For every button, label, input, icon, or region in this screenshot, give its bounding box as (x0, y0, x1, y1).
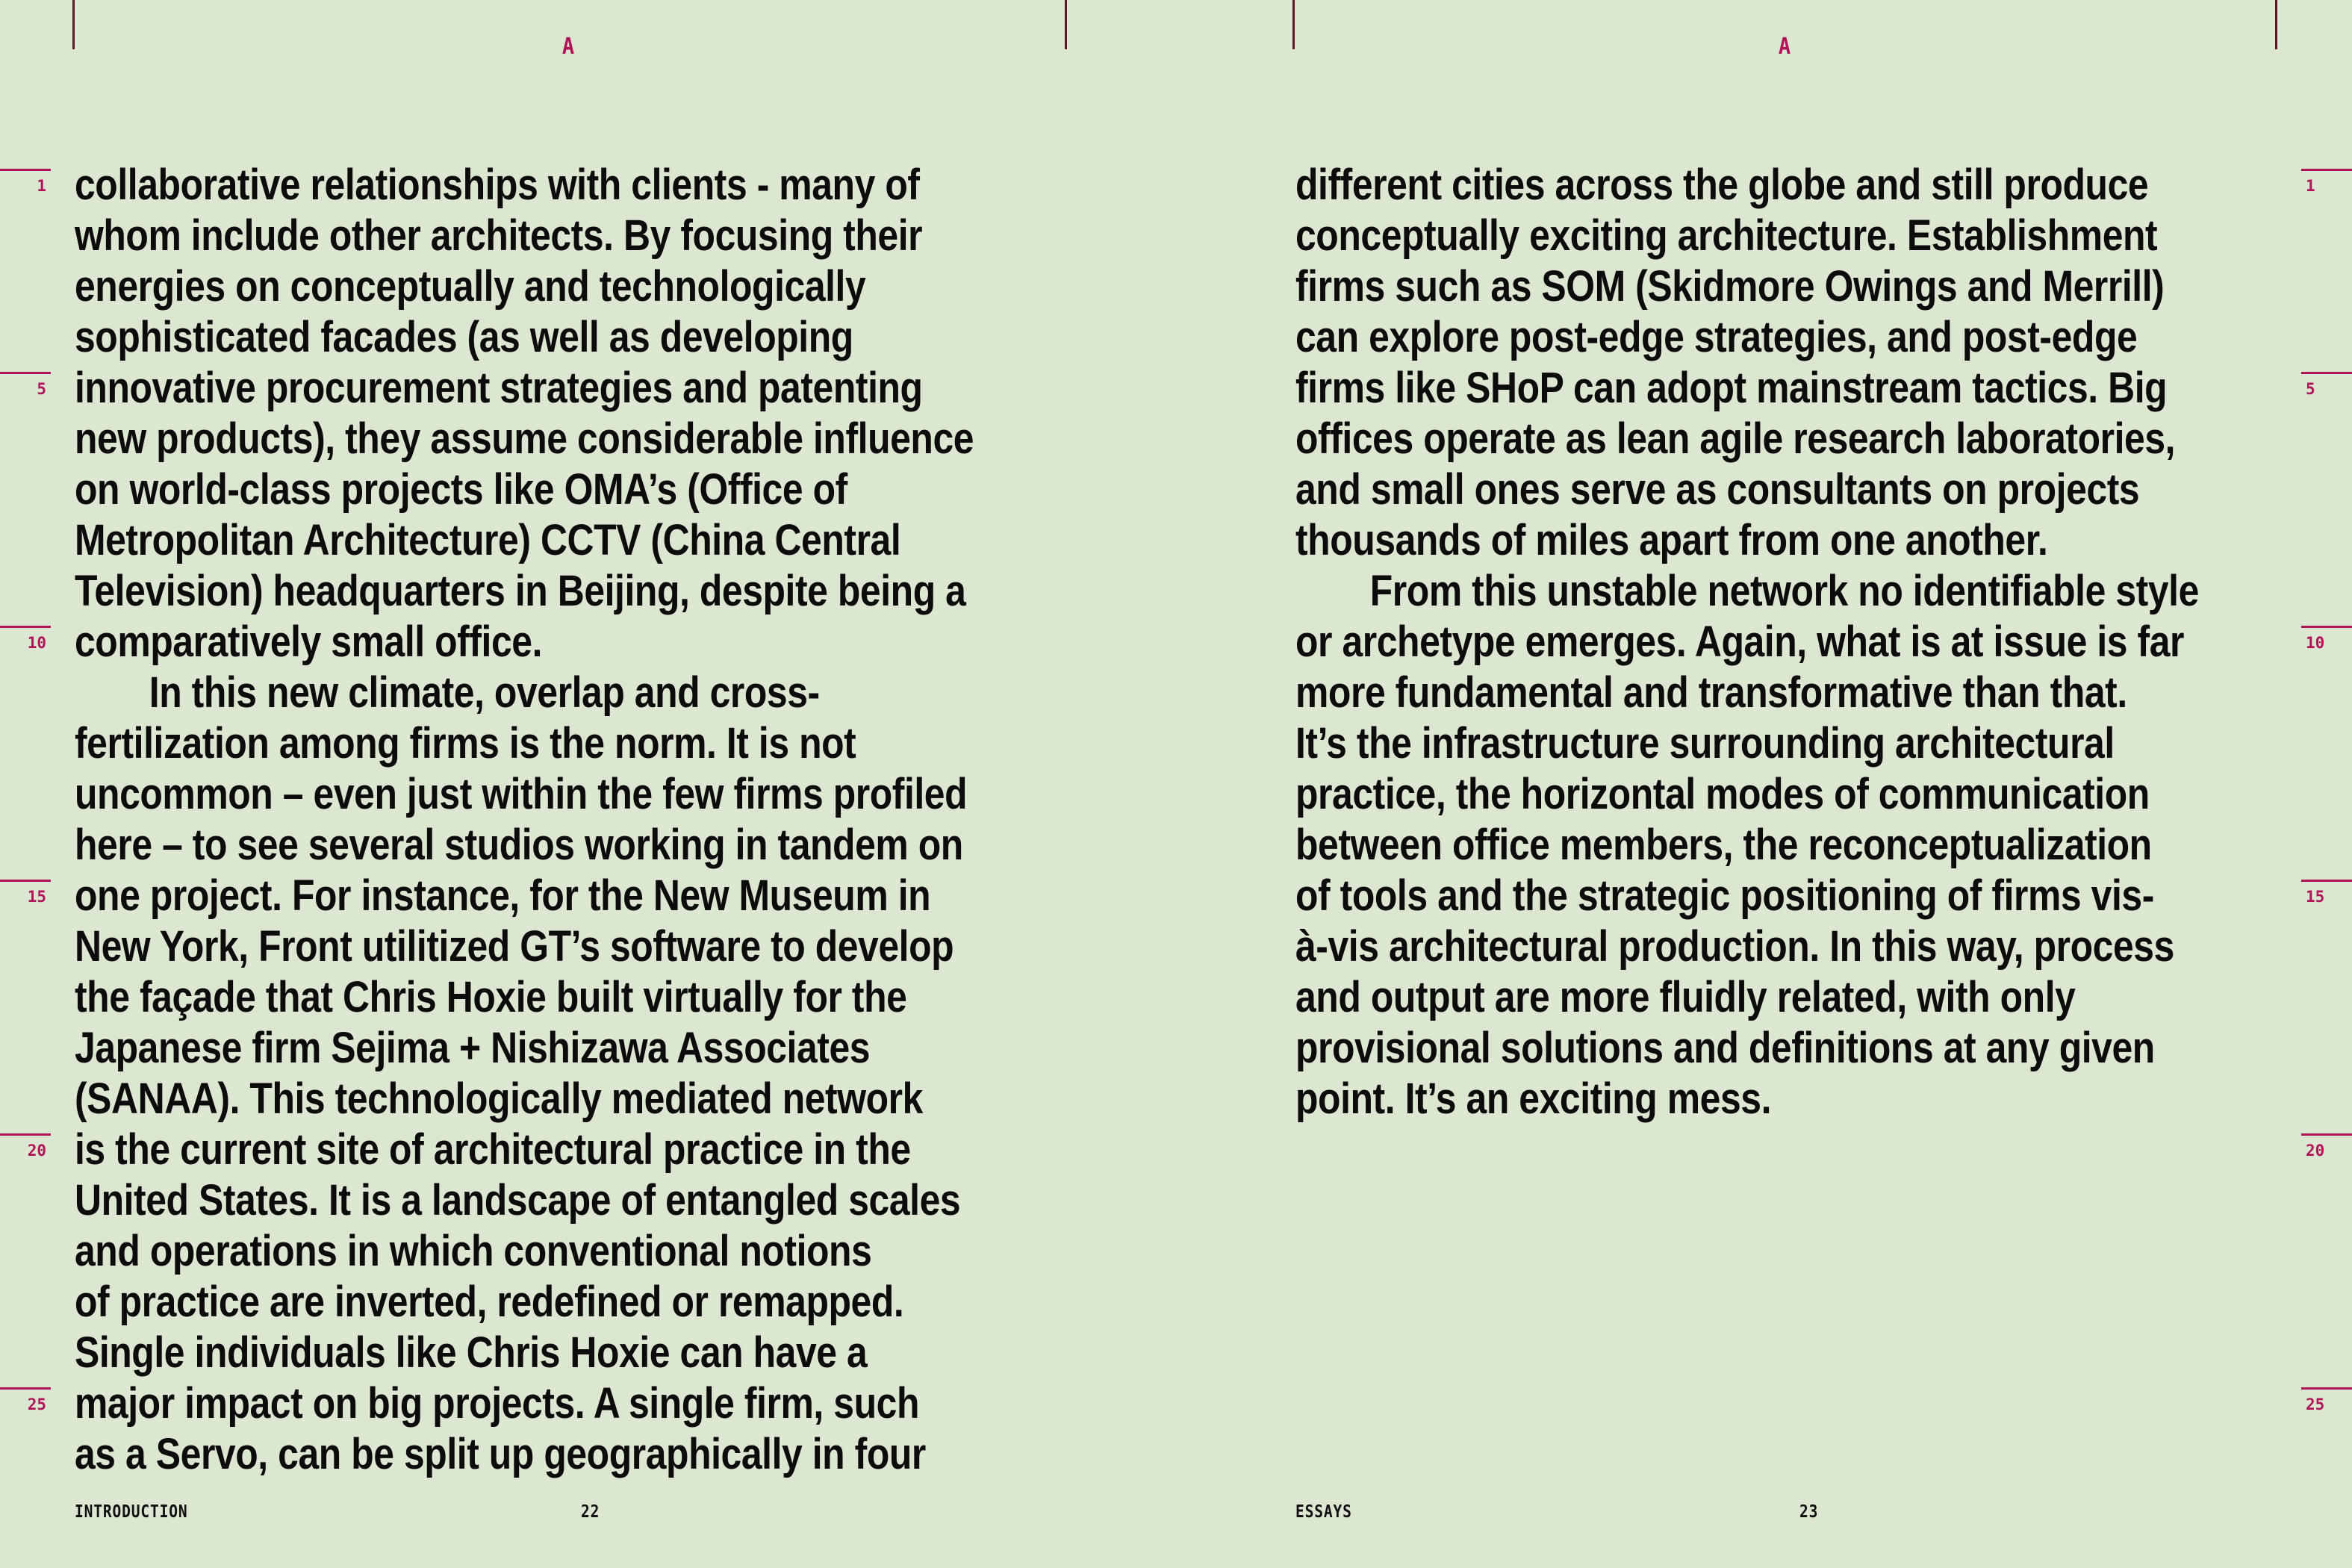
text-line: more fundamental and transformative than that. (1295, 668, 2127, 717)
text-line: can explore post-edge strategies, and post-edge (1295, 313, 2138, 361)
text-line: comparatively small office. (75, 617, 543, 666)
text-line: and operations in which conventional notions (75, 1227, 872, 1275)
text-line: is the current site of architectural practice in the (75, 1125, 911, 1174)
footer-page-number-left: 22 (581, 1502, 600, 1522)
text-line: uncommon – even just within the few firms profiled (75, 770, 968, 818)
text-line: different cities across the globe and still produce (1295, 161, 2149, 209)
text-line: United States. It is a landscape of entangled scales (75, 1176, 961, 1225)
text-line: (SANAA). This technologically mediated network (75, 1074, 923, 1123)
line-number-label: 15 (27, 888, 46, 906)
line-number-label: 25 (27, 1396, 46, 1413)
text-line: one project. For instance, for the New Museum in (75, 871, 931, 920)
line-number-rule (0, 169, 51, 171)
text-line: or archetype emerges. Again, what is at issue is far (1295, 617, 2185, 666)
line-number-label: 20 (27, 1142, 46, 1160)
text-line: à-vis architectural production. In this way, process (1295, 922, 2174, 971)
text-line: collaborative relationships with clients - many of (75, 161, 920, 209)
text-line: New York, Front utilitized GT’s software to develop (75, 922, 954, 971)
right-page-text-column (1295, 160, 2346, 1124)
text-line: new products), they assume considerable influence (75, 414, 974, 463)
footer-section-label-left: INTRODUCTION (75, 1502, 188, 1522)
line-number-label: 5 (37, 380, 46, 398)
registration-letter-right: A (1778, 34, 1791, 60)
text-line: fertilization among firms is the norm. It is not (75, 719, 856, 768)
line-number-label: 10 (2306, 634, 2325, 652)
crop-mark-left-column-start (72, 0, 75, 49)
text-line: the façade that Chris Hoxie built virtually for the (75, 973, 907, 1021)
line-number-label: 5 (2306, 380, 2315, 398)
line-number-label: 15 (2306, 888, 2325, 906)
line-number-rule (0, 1133, 51, 1136)
text-line: point. It’s an exciting mess. (1295, 1074, 1772, 1123)
line-number-label: 1 (2306, 177, 2315, 195)
text-line: firms such as SOM (Skidmore Owings and Merrill) (1295, 262, 2165, 311)
line-number-label: 25 (2306, 1396, 2325, 1413)
text-line: conceptually exciting architecture. Establishment (1295, 211, 2158, 260)
text-line: Metropolitan Architecture) CCTV (China Central (75, 516, 901, 564)
line-number-label: 1 (37, 177, 46, 195)
footer-section-label-right: ESSAYS (1295, 1502, 1352, 1522)
line-number-rule (0, 626, 51, 628)
text-line: of tools and the strategic positioning of firms vis- (1295, 871, 2154, 920)
line-number-rule (0, 372, 51, 374)
line-number-label: 10 (27, 634, 46, 652)
text-line: whom include other architects. By focusing their (75, 211, 923, 260)
text-line: here – to see several studios working in tandem on (75, 821, 963, 869)
crop-mark-right-column-end (2275, 0, 2277, 49)
text-line: as a Servo, can be split up geographically in four (75, 1430, 926, 1478)
left-page-text-column (75, 160, 1120, 1480)
line-number-rule (2301, 1387, 2352, 1390)
text-line: and output are more fluidly related, with only (1295, 973, 2076, 1021)
text-line: provisional solutions and definitions at any given (1295, 1024, 2155, 1072)
text-line: of practice are inverted, redefined or remapped. (75, 1278, 904, 1326)
line-number-rule (0, 1387, 51, 1390)
text-line: energies on conceptually and technologically (75, 262, 866, 311)
line-number-label: 20 (2306, 1142, 2325, 1160)
text-line: In this new climate, overlap and cross- (149, 668, 820, 717)
footer-page-number-right: 23 (1799, 1502, 1819, 1522)
text-line: thousands of miles apart from one another. (1295, 516, 2048, 564)
text-line: between office members, the reconceptualization (1295, 821, 2152, 869)
text-line: and small ones serve as consultants on projects (1295, 465, 2140, 514)
text-line: sophisticated facades (as well as developing (75, 313, 853, 361)
line-number-rule (2301, 1133, 2352, 1136)
text-line: offices operate as lean agile research laboratories, (1295, 414, 2176, 463)
text-line: Single individuals like Chris Hoxie can have a (75, 1328, 868, 1377)
line-number-rule (0, 880, 51, 882)
crop-mark-left-column-end (1065, 0, 1067, 49)
registration-letter-left: A (561, 34, 575, 60)
text-line: major impact on big projects. A single firm, such (75, 1379, 919, 1428)
text-line: From this unstable network no identifiable style (1369, 567, 2199, 615)
text-line: Japanese firm Sejima + Nishizawa Associates (75, 1024, 871, 1072)
text-line: Television) headquarters in Beijing, despite being a (75, 567, 966, 615)
text-line: firms like SHoP can adopt mainstream tactics. Big (1295, 364, 2168, 412)
crop-mark-right-column-start (1292, 0, 1295, 49)
text-line: It’s the infrastructure surrounding architectural (1295, 719, 2115, 768)
text-line: innovative procurement strategies and patenting (75, 364, 923, 412)
text-line: practice, the horizontal modes of communication (1295, 770, 2150, 818)
text-line: on world-class projects like OMA’s (Office of (75, 465, 847, 514)
